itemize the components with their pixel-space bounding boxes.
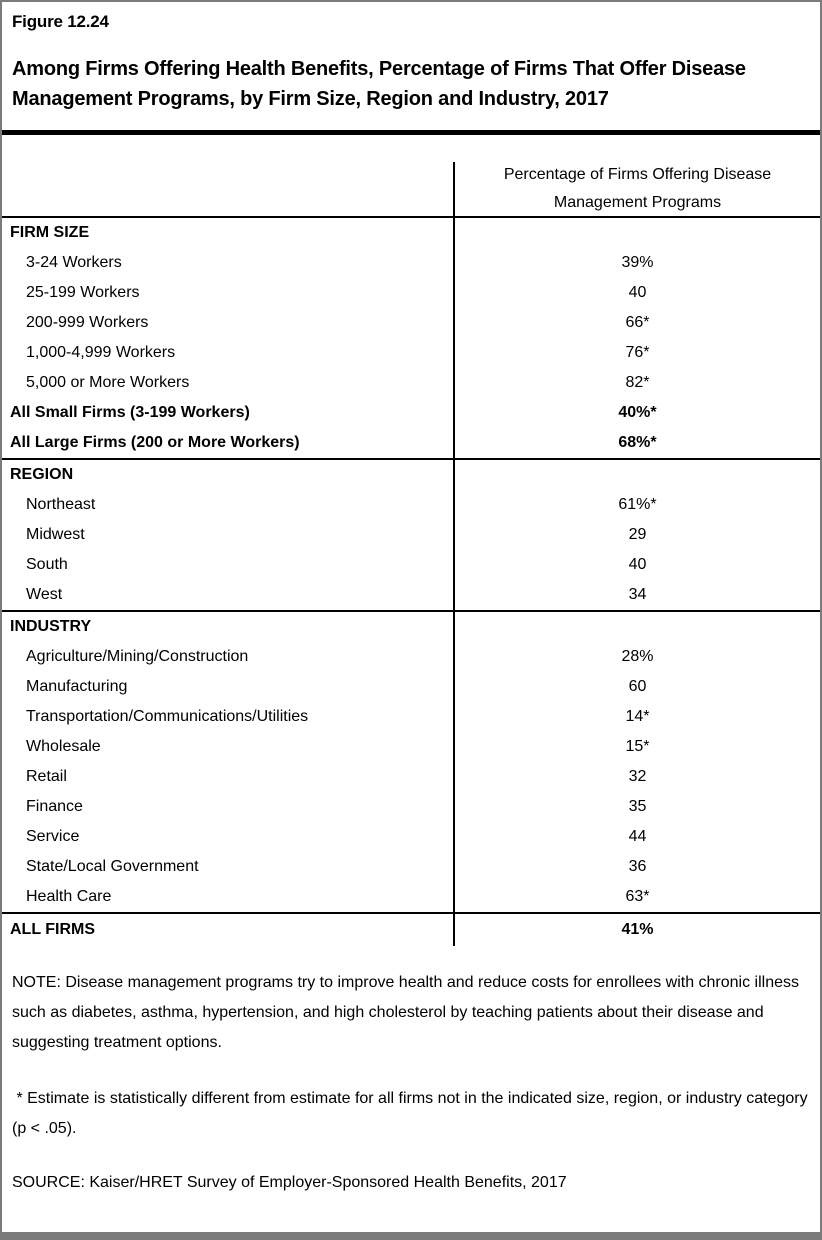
- table-row: [2, 490, 820, 520]
- table-row: [2, 882, 820, 912]
- table-row: [2, 338, 820, 368]
- row-label: Northeast: [26, 496, 96, 513]
- source-text: SOURCE: Kaiser/HRET Survey of Employer-Sponsored Health Benefits, 2017: [12, 1174, 567, 1191]
- row-label: All Large Firms (200 or More Workers): [10, 434, 300, 451]
- row-label: Service: [26, 828, 80, 845]
- row-value: 15*: [453, 732, 820, 762]
- table-row: [2, 702, 820, 732]
- row-label: All Small Firms (3-199 Workers): [10, 404, 250, 421]
- row-label: Health Care: [26, 888, 112, 905]
- row-value: 66*: [453, 308, 820, 338]
- row-value: 34: [453, 580, 820, 610]
- row-value: 36: [453, 852, 820, 882]
- row-value: 39%: [453, 248, 820, 278]
- table-row: [2, 308, 820, 338]
- row-value: 40: [453, 278, 820, 308]
- table-row: [2, 248, 820, 278]
- table-row: [2, 672, 820, 702]
- row-label: Manufacturing: [26, 678, 128, 695]
- table-row: [2, 580, 820, 610]
- section-header-label: INDUSTRY: [10, 618, 92, 635]
- row-value: 63*: [453, 882, 820, 912]
- row-value: 82*: [453, 368, 820, 398]
- table-row: [2, 642, 820, 672]
- row-value: 29: [453, 520, 820, 550]
- data-table: [2, 135, 820, 946]
- table-row: [2, 428, 820, 458]
- table-row: [2, 822, 820, 852]
- row-value: 35: [453, 792, 820, 822]
- row-label: South: [26, 556, 68, 573]
- table-spacer-row: [2, 135, 820, 162]
- table-row: [2, 732, 820, 762]
- section-header-row: [2, 218, 820, 248]
- section-header-value-cell: [453, 218, 820, 248]
- table-row: [2, 550, 820, 580]
- section-industry: [2, 610, 820, 912]
- section-header-label: REGION: [10, 466, 74, 483]
- asterisk-note-text: * Estimate is statistically different from estimate for all firms not in the indicated size, region, or industry category (p < .05).: [12, 1090, 813, 1137]
- row-label: Midwest: [26, 526, 85, 543]
- table-row: [2, 520, 820, 550]
- row-label: Transportation/Communications/Utilities: [26, 708, 309, 725]
- table-row: [2, 852, 820, 882]
- table-row: [2, 792, 820, 822]
- row-label: 25-199 Workers: [26, 284, 140, 301]
- row-label: Retail: [26, 768, 67, 785]
- row-label: State/Local Government: [26, 858, 199, 875]
- row-value: 40%*: [453, 398, 820, 428]
- row-label: 200-999 Workers: [26, 314, 149, 331]
- row-value: 40: [453, 550, 820, 580]
- section-firm-size: [2, 218, 820, 458]
- row-value: 61%*: [453, 490, 820, 520]
- row-label: 5,000 or More Workers: [26, 374, 190, 391]
- figure-title: Among Firms Offering Health Benefits, Percentage of Firms That Offer Disease Management Programs, by Firm Size, Region and Industry, 2017: [12, 58, 746, 110]
- row-label: Wholesale: [26, 738, 101, 755]
- note-text: NOTE: Disease management programs try to improve health and reduce costs for enrollees with chronic illness such as diabetes, asthma, hypertension, and high cholesterol by teaching patients about their disease and suggesting treatment options.: [12, 974, 800, 1051]
- row-value: 14*: [453, 702, 820, 732]
- section-header-label: FIRM SIZE: [10, 224, 90, 241]
- all-firms-row: [2, 912, 820, 946]
- table-row: [2, 278, 820, 308]
- row-value: 68%*: [453, 428, 820, 458]
- section-header-value-cell: [453, 460, 820, 490]
- section-header-row: [2, 612, 820, 642]
- value-column-header: Percentage of Firms Offering Disease Management Programs: [453, 162, 820, 216]
- footnotes: [2, 968, 820, 1198]
- header-label-cell: [2, 162, 453, 216]
- figure-label: Figure 12.24: [12, 12, 109, 31]
- row-value: 32: [453, 762, 820, 792]
- row-label: West: [26, 586, 63, 603]
- row-label: 3-24 Workers: [26, 254, 122, 271]
- table-row: [2, 368, 820, 398]
- row-value: 41%: [453, 914, 820, 946]
- figure-header: [2, 2, 820, 114]
- row-label: 1,000-4,999 Workers: [26, 344, 176, 361]
- row-label: Agriculture/Mining/Construction: [26, 648, 249, 665]
- section-header-value-cell: [453, 612, 820, 642]
- row-label: ALL FIRMS: [10, 921, 96, 938]
- section-region: [2, 458, 820, 610]
- table-row: [2, 762, 820, 792]
- table-row: [2, 398, 820, 428]
- section-header-row: [2, 460, 820, 490]
- table-header-row: [2, 162, 820, 218]
- row-value: 60: [453, 672, 820, 702]
- row-value: 28%: [453, 642, 820, 672]
- row-value: 44: [453, 822, 820, 852]
- row-value: 76*: [453, 338, 820, 368]
- row-label: Finance: [26, 798, 83, 815]
